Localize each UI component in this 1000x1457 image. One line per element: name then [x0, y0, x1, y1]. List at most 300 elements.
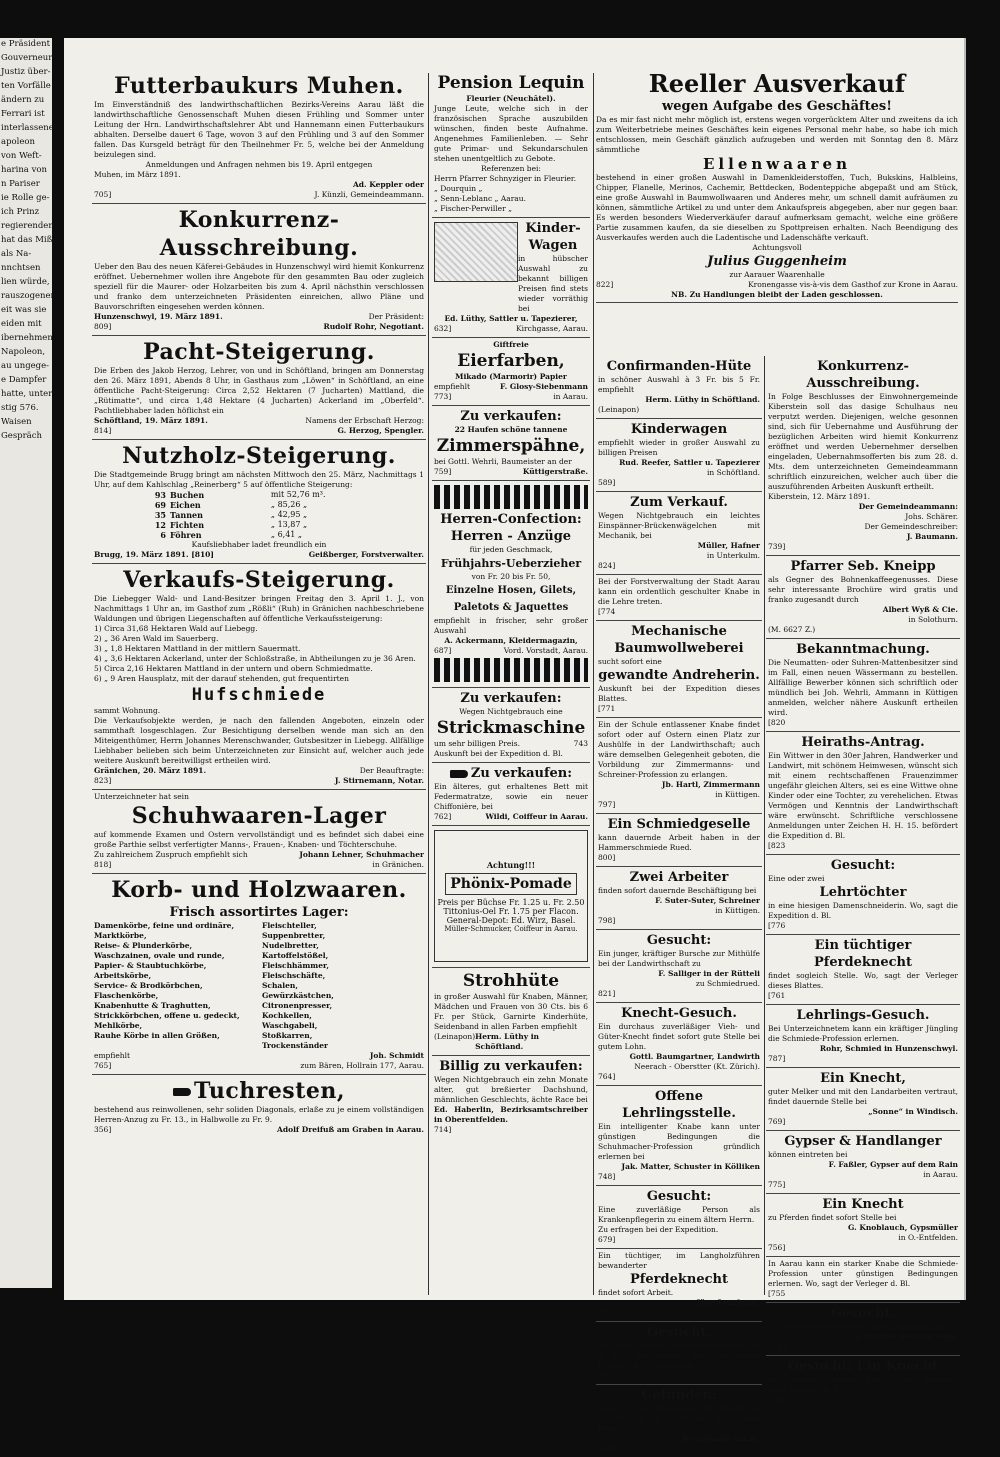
- ad-text: Unterzeichneter hat sein: [94, 792, 189, 801]
- ad-signature: Ed. Lüthy, Sattler u. Tapezierer,: [444, 314, 578, 323]
- ad-col3-a10: [596, 1003, 762, 1086]
- ad-title: Ein tüchtiger Pferdeknecht: [814, 938, 912, 970]
- ad-title: Zu verkaufen:: [470, 766, 573, 781]
- ad-ref: 823]: [94, 776, 112, 785]
- ad-text: findet sofort Arbeit.: [598, 1288, 674, 1297]
- product-list-right: [262, 921, 424, 1051]
- ad-signature: in Gränichen.: [372, 860, 424, 869]
- ad-ref: [685: [598, 1371, 616, 1380]
- ad-text: finden sofort dauernde Beschäftigung bei: [598, 886, 757, 895]
- ad-title: Lehrlings-Gesuch.: [796, 1008, 930, 1023]
- ad-signature: Vord. Vorstadt, Aarau.: [503, 646, 588, 655]
- ad-signature: Herm. Lüthy in Schöftland.: [645, 395, 760, 404]
- product-item: Papier- & Staubtuchkörbe,: [94, 961, 207, 970]
- ad-ref: 775]: [768, 1180, 786, 1189]
- ad-date: Muhen, im März 1891.: [94, 170, 181, 179]
- fragment-line: n Pariser: [1, 179, 40, 189]
- ad-ref: 748]: [598, 1172, 616, 1181]
- ad-signature: J. Künzli, Gemeindeammann.: [314, 190, 424, 199]
- product-item: Suppenbretter,: [262, 931, 326, 940]
- ad-ref: 824]: [598, 561, 616, 570]
- ad-signature: Joh. Schmidt: [369, 1051, 424, 1060]
- ad-title: Ein Schmiedgeselle: [607, 817, 751, 832]
- ad-signature: Johann Lehner, Schuhmacher: [299, 850, 424, 859]
- ad-title: Tuchresten,: [193, 1078, 346, 1104]
- ad-title: Reeller Ausverkauf: [648, 69, 906, 98]
- ad-col4-a12: [766, 1303, 960, 1356]
- ad-subtitle: wegen Aufgabe des Geschäftes!: [662, 99, 892, 114]
- fragment-line: als Na-: [1, 249, 32, 259]
- ad-signature: Namens der Erbschaft Herzog:: [305, 416, 424, 425]
- ad-col4-a1: [766, 356, 960, 556]
- ad-title: Zwei Arbeiter: [629, 870, 729, 885]
- list-item: „ Senn-Leblanc „ Aarau.: [434, 194, 526, 203]
- ad-col3-a8: [596, 867, 762, 930]
- ad-ref: (Leinapon): [598, 405, 640, 414]
- ad-pension-lequin: [432, 70, 590, 218]
- ad-title: Knecht-Gesuch.: [621, 1006, 737, 1021]
- ad-ref: 772]: [598, 1308, 616, 1317]
- baby-carriage-illustration: [434, 222, 518, 282]
- ad-schuhwaaren: [92, 790, 426, 874]
- product-item: Damenkörbe, feine und ordinäre,: [94, 921, 235, 930]
- ad-text: In Aarau kann ein starker Knabe die Schmiede-Profession unter günstigen Bedingungen erlernen. Wo, sagt der Verleger d. Bl.: [768, 1259, 958, 1288]
- product-item: Reise- & Plunderkörbe,: [94, 941, 193, 950]
- product-item: Flaschenkörbe,: [94, 991, 159, 1000]
- ad-side-text: Müller-Schmucker, Coiffeur in Aarau.: [444, 924, 578, 933]
- ad-col3-a2: [596, 419, 762, 492]
- ad-ref: [771: [598, 704, 616, 713]
- ad-signature: in Aarau.: [553, 392, 588, 401]
- ad-verkaufs-steigerung: [92, 564, 426, 790]
- list-item: 6) „ 9 Aren Hausplatz, mit der darauf stehenden, gut frequentirten: [94, 674, 349, 683]
- ad-text: guter Melker und mit den Landarbeiten vertraut, findet dauernde Stelle bei: [768, 1087, 958, 1106]
- ad-text: Ein junger, kräftiger Bursche zur Mithülfe bei der Landwirthschaft zu: [598, 949, 760, 968]
- ad-title: Pacht-Steigerung.: [143, 339, 375, 365]
- ad-ref: [761: [768, 991, 786, 1000]
- ad-text: zu Pferden findet sofort Stelle bei: [768, 1213, 897, 1222]
- ad-signature: in O.-Entfelden.: [898, 1233, 958, 1242]
- fragment-line: e Präsident: [1, 39, 51, 49]
- ad-ref: [745: [768, 1395, 786, 1404]
- fragment-line: eit was sie: [1, 305, 47, 315]
- fragment-line: lien würde,: [1, 277, 50, 287]
- ad-text: empfiehlt: [434, 382, 471, 391]
- fragment-line: stig 576.: [1, 403, 39, 413]
- ad-text: Junge Leute, welche sich in der französischen Sprache auszubilden wünschen, finden beste Aufnahme. Angenehmes Familienleben. — Sehr gute Primar- und Sekundarschulen stehen unentgeltlich zu Gebote.: [434, 104, 588, 163]
- ad-title: Zu verkaufen:: [460, 691, 562, 706]
- ad-pacht-steigerung: [92, 336, 426, 440]
- fragment-line: harina von: [1, 165, 47, 175]
- ad-text: bestehend in einer großen Auswahl in Damenkleiderstoffen, Tuch, Bukskins, Halbleins, Chipper, Flanelle, Merinos, Cachemir, Bettdecken, Bodenteppiche abgepaßt und am Stück, eine große Auswahl in Baumwollwaaren und Anderes mehr, um schnell damit aufräumen zu können, sämmtliche Artikel zu und unter dem Ankaufspreis abgegeben, aber nur gegen baar. Es werden besonders Wiederverkäufer darauf aufmerksam gemacht, welche eine größere Partie zusammen kaufen, da sie dieselben zu Spottpreisen erhalten. Nach Beendigung des Ausverkaufes werden auch die Ladentische und Ladenschäfte verkauft.: [596, 173, 958, 242]
- ad-text: Ein der Schule entlassener Knabe findet sofort oder auf Ostern einen Platz zur Aushülfe in der Landwirthschaft; auch wäre demselben Gelegenheit geboten, die Vorbildung zur Zimmermanns- und Schreiner-Profession zu erlangen.: [598, 720, 760, 779]
- ad-ref: 800]: [598, 853, 616, 862]
- ad-signature: Julius Guggenheim: [707, 254, 847, 269]
- product-list-left: [94, 921, 256, 1051]
- ad-title: Gesucht.: [646, 1325, 712, 1340]
- ad-signature: Rudolf Rohr, Negotiant.: [323, 322, 424, 331]
- ad-col3-a11: [596, 1086, 762, 1186]
- pomade-illustration: [434, 830, 588, 962]
- ad-ref: 632]: [434, 324, 452, 333]
- fragment-line: ibernehmen,: [1, 333, 56, 343]
- fragment-line: ie Rolle ge-: [1, 193, 50, 203]
- ad-title: Bekanntmachung.: [796, 642, 930, 657]
- product-item: Marktkörbe,: [94, 931, 147, 940]
- ad-ref: 809]: [94, 322, 112, 331]
- ad-title: Phönix-Pomade: [445, 873, 577, 895]
- ad-phoenix-pomade: [432, 826, 590, 968]
- ad-text: Bei der Forstverwaltung der Stadt Aarau kann ein ordentlich geschulter Knabe in die Lehre treten.: [598, 577, 760, 606]
- list-item: 4) „ 3,6 Hektaren Ackerland, unter der Schloßstraße, in Abtheilungen zu je 36 Aren.: [94, 654, 416, 663]
- ad-signature: Jb. Hartl, Zimmermann: [661, 780, 760, 789]
- ad-bett: [432, 763, 590, 826]
- product-item: Kochkellen,: [262, 1011, 312, 1020]
- ad-ref: [823: [768, 841, 786, 850]
- ad-title: Konkurrenz-Ausschreibung.: [159, 207, 359, 261]
- column-1: [92, 70, 426, 1300]
- ad-col3-a5: [596, 621, 762, 718]
- fragment-line: Justiz über-: [1, 67, 51, 77]
- ad-signature: J. Walther-Dubs in Suhr.: [856, 1332, 958, 1341]
- ad-title: Gefunden:: [641, 1388, 717, 1403]
- ad-text: empfiehlt wieder in großer Auswahl zu billigen Preisen: [598, 438, 760, 457]
- ad-title: Kinderwagen: [630, 422, 728, 437]
- ad-title: Zu verkaufen:: [460, 409, 562, 424]
- ad-text: Kronengasse vis-à-vis dem Gasthof zur Krone in Aarau.: [748, 280, 958, 289]
- ad-ref: 769]: [768, 1117, 786, 1126]
- ad-col4-a13: [766, 1356, 960, 1408]
- fragment-line: hatte, unter-: [1, 389, 56, 399]
- ad-col4-a8: [766, 1068, 960, 1131]
- ad-text: Eine Cylinder-Remontoir-Uhr. Ansprüche darauf sind bis Ende dies anzumelden beim: [598, 1404, 760, 1433]
- ad-dachshund: [432, 1056, 590, 1138]
- product-item: Gewürzkästchen,: [262, 991, 334, 1000]
- ad-text: Die Verkaufsobjekte werden, je nach den fallenden Angeboten, einzeln oder sammthaft losgeschlagen. Zur Besichtigung derselben wende man sich an den Miteigenthümer, Herrn Johannes Merenschwander, Gutsbesitzer in Liebegg. Allfällige Liebhaber belieben sich beim Unterzeichneten zur Einsicht auf, welcher auch jede weitere Auskunft bereitwilligst ertheilen wird.: [94, 716, 424, 765]
- ad-ref: (M. 6627 Z.): [768, 625, 816, 634]
- ad-ref: [820: [768, 718, 786, 727]
- list-item: Herrn Pfarrer Schnyziger in Fleurier.: [434, 174, 577, 183]
- ad-strohhuete: [432, 968, 590, 1056]
- ad-signature: zu Schmiedrued.: [695, 979, 760, 988]
- ad-futterbaukurs: [92, 70, 426, 204]
- ad-eierfarben: [432, 338, 590, 406]
- ad-text: Ein tüchtiger, im Langholzführen bewanderter: [598, 1251, 760, 1270]
- pointing-hand-icon: [450, 770, 468, 778]
- ad-ref: 687]: [434, 646, 452, 655]
- ad-signature: Der Gemeindeschreiber:: [864, 522, 958, 531]
- ad-title: Zum Verkauf.: [630, 495, 728, 510]
- timber-table: 93 Buchen mit 52,76 m³. 69 Eichen „ 85,26 „ 35 Tannen „ 42,95 „ 12 Fichten „ 13,87 „ 6 Föhren „ 6,41 „: [154, 490, 326, 540]
- ad-col4-a2: [766, 556, 960, 639]
- ad-text: in schöner Auswahl à 3 Fr. bis 5 Fr. empfiehlt: [598, 375, 760, 394]
- ad-title: Gesucht:: [646, 1189, 712, 1204]
- ad-ref: 756]: [768, 1243, 786, 1252]
- ad-signature: J. Stirnemann, Notar.: [334, 776, 424, 785]
- ad-tuchresten: [92, 1075, 426, 1138]
- product-item: Citronenpresser,: [262, 1001, 333, 1010]
- ad-signature: Müller, Hafner: [697, 541, 760, 550]
- ad-text: Referenzen bei:: [481, 164, 541, 173]
- ad-headline: Hufschmiede: [191, 685, 327, 705]
- ad-subtitle: Frühjahrs-Ueberzieher: [440, 557, 582, 570]
- ad-text: zu 2 Pferden u. Rindvieh. Eintritt sofort. Auskunft beim Verleger d. Bl.: [768, 1375, 958, 1394]
- ad-title: Pferdeknecht: [630, 1272, 728, 1287]
- ad-headline: Strickmaschine: [436, 718, 586, 738]
- ad-text: NB. Zu Handlungen bleibt der Laden geschlossen.: [671, 290, 883, 299]
- ad-signature: Wildi, Coiffeur in Aarau.: [485, 812, 588, 821]
- ad-text: Ein tüchtiger Melker kann sofort eintreten bei: [768, 1322, 945, 1331]
- column-4: [766, 356, 960, 1404]
- ad-signature: Herm. Lüthy in Schöftland.: [475, 1032, 540, 1051]
- ad-date: Kiberstein, 12. März 1891.: [768, 492, 870, 501]
- ad-text: Ein intelligenter Knabe kann unter günstigen Bedingungen die Schuhmacher-Profession gründlich erlernen bei: [598, 1122, 760, 1161]
- ad-text: Da es mir fast nicht mehr möglich ist, erstens wegen vorgerücktem Alter und zweitens da ich zum Weiterbetriebe meines Geschäftes kein eigenes Personal mehr habe, so habe ich mich entschlossen, mein Geschäft gänzlich aufzugeben und werden mit Sonntag den 8. März sämmtliche: [596, 115, 958, 154]
- fragment-line: ten Vorfälle: [1, 81, 51, 91]
- ad-title: Heiraths-Antrag.: [801, 735, 925, 750]
- column-rule: [593, 73, 594, 1295]
- product-item: Trockenständer: [262, 1041, 328, 1050]
- ad-headline: Ellenwaaren: [703, 155, 851, 173]
- ad-date: Hunzenschwyl, 19. März 1891.: [94, 312, 223, 321]
- fragment-line: regierenden: [1, 221, 54, 231]
- ad-signature: F. Glosy-Siebenmann: [500, 382, 588, 391]
- ad-text: in hübscher Auswahl zu bekannt billigen Preisen find stets wieder vorräthig bei: [518, 254, 588, 313]
- ad-title: Verkaufs-Steigerung.: [123, 567, 395, 593]
- ad-signature: Jak. Matter, Schuster in Kölliken: [621, 1162, 760, 1171]
- column-3: [596, 356, 762, 1453]
- ad-signature: Gottl. Baumgartner, Landwirth: [629, 1052, 760, 1061]
- ad-title: Konkurrenz-Ausschreibung.: [806, 359, 920, 391]
- ad-title: Korb- und Holzwaaren.: [111, 877, 407, 903]
- ad-signature: F. Suter-Suter, Schreiner: [655, 896, 760, 905]
- ad-signature: Albert Wyß & Cie.: [882, 605, 958, 614]
- ad-date: Brugg, 19. März 1891. [810]: [94, 550, 214, 559]
- fragment-line: interlassenen: [1, 123, 60, 133]
- decorative-border: [434, 485, 588, 509]
- ad-headline: Achtung!!!: [486, 859, 536, 870]
- ad-subtitle: Herren - Anzüge: [450, 529, 572, 544]
- ad-ref: (Leinapon): [434, 1032, 476, 1041]
- ad-ref: 818]: [94, 860, 112, 869]
- ad-text: bei Gottl. Wehrli, Baumeister an der: [434, 457, 572, 466]
- ad-col4-a7: [766, 1005, 960, 1068]
- ad-signature: Bezirksamt Aarau.: [681, 1434, 760, 1443]
- ad-signature: in Solothurn.: [908, 615, 958, 624]
- ad-text: In Folge Beschlusses der Einwohnergemeinde Kiberstein soll das dasige Schulhaus neu verputzt werden. Diejenigen, welche gesonnen sind, sich für Uebernahme und Ausführung der bezüglichen Arbeiten wird hiemit Konkurrenz eröffnet und werden Uebernehmer derselben eingeladen, Uebernahmsofferten bis zum 28. d. Mts. dem unterzeichneten Gemeindeammann schriftlich einzureichen, welcher auch über die auszuführenden Arbeiten Auskunft ertheilt.: [768, 392, 958, 491]
- ad-col3-a14: [596, 1322, 762, 1385]
- list-item: 2) „ 36 Aren Wald im Sauerberg.: [94, 634, 219, 643]
- ad-text: Tittonius-Oel Fr. 1.75 per Flacon.: [443, 906, 579, 916]
- product-item: Knabenhutte & Traghutten,: [94, 1001, 211, 1010]
- ad-signature: Kirchgasse, Aarau.: [516, 324, 588, 333]
- ad-text: General-Depot: Ed. Wirz, Basel.: [446, 915, 576, 925]
- ad-signature: in Unterkulm.: [706, 551, 760, 560]
- ad-title: Ein Knecht: [822, 1197, 904, 1212]
- product-item: Fleischhämmer,: [262, 961, 330, 970]
- ad-ref: 787]: [768, 1054, 786, 1063]
- ad-col4-a5: [766, 855, 960, 935]
- ad-signature: F. Faßler, Gypser auf dem Rain: [828, 1160, 958, 1169]
- ad-col4-a11: [766, 1257, 960, 1303]
- ad-text: Kaufsliebhaber ladet freundlich ein: [191, 540, 327, 549]
- ad-ref: 740]: [598, 1444, 616, 1453]
- ad-title: Herren-Confection:: [440, 512, 582, 527]
- adjacent-page-fragment: [0, 38, 60, 1288]
- ad-korbwaaren: [92, 874, 426, 1075]
- ad-subtitle: Frisch assortirtes Lager:: [169, 905, 349, 920]
- product-item: Strickkörbchen, offene u. gedeckt,: [94, 1011, 240, 1020]
- ad-ref: [776: [768, 921, 786, 930]
- fragment-line: au ungege-: [1, 361, 50, 371]
- column-rule: [428, 73, 429, 1295]
- ad-title: Pfarrer Seb. Kneipp: [790, 559, 936, 574]
- ad-col3-a12: [596, 1186, 762, 1249]
- ad-ref: 814]: [94, 426, 112, 435]
- ad-title: Strohhüte: [462, 971, 560, 991]
- product-item: Fleischschäfte,: [262, 971, 326, 980]
- fragment-line: ändern zu: [1, 95, 45, 105]
- ad-text: Wegen Nichtgebrauch eine: [459, 707, 563, 716]
- ad-text: Mikado (Marmorir) Papier: [455, 372, 567, 381]
- ad-signature: „Sonne“ in Windisch.: [868, 1107, 958, 1116]
- ad-reeller-ausverkauf: [596, 70, 958, 303]
- ad-text: Preis per Büchse Fr. 1.25 u. Fr. 2.50: [437, 897, 585, 907]
- ad-text: Eine oder zwei: [768, 874, 825, 883]
- ad-text: auf kommende Examen und Ostern vervollständigt und es befindet sich dabei eine große Parthie selbst verfertigter Manns-, Frauen-, Knaben- und Töchterschuhe.: [94, 830, 424, 849]
- ad-text: findet sogleich Stelle. Wo, sagt der Verleger dieses Blattes.: [768, 971, 958, 990]
- ad-signature: zur Aarauer Waarenhalle: [729, 270, 825, 279]
- ad-ref: 798]: [598, 916, 616, 925]
- column-2: [432, 70, 590, 1300]
- product-item: Fleischteller,: [262, 921, 317, 930]
- ad-text: Zu zahlreichem Zuspruch empfiehlt sich: [94, 850, 248, 859]
- ad-signature: G. Knoblauch, Gypsmüller: [847, 1223, 958, 1232]
- ad-text: für jeden Geschmack,: [469, 545, 553, 554]
- ad-title: Gypser & Handlanger: [784, 1134, 942, 1149]
- ad-title: Gesucht: Ein Knecht: [787, 1359, 939, 1374]
- ad-signature: Neerach - Oberstter (Kt. Zürich).: [634, 1062, 760, 1071]
- ad-signature: Jäge Lenzburg.: [696, 1298, 760, 1307]
- ad-text: Die Neumatten- oder Suhren-Mattenbesitzer sind im Fall, einen neuen Wässermann zu bestellen. Allfällige Bewerber können sich schriftlich oder mündlich bei Joh. Wehrli, Ammann in Küttigen anmelden, welcher nähere Auskunft ertheilen wird.: [768, 658, 958, 717]
- ad-ref: 759]: [434, 467, 452, 476]
- ad-signature: G. Herzog, Spengler.: [337, 426, 424, 435]
- fragment-line: Gespräch: [1, 431, 42, 441]
- ad-text: Zu erfragen bei der Expedition.: [598, 1225, 719, 1234]
- product-item: Arbeitskörbe,: [94, 971, 152, 980]
- fragment-line: eiden mit: [1, 319, 42, 329]
- ad-ref: 743: [573, 739, 588, 748]
- fragment-line: Napoleon,: [1, 347, 46, 357]
- ad-ref: 773]: [434, 392, 452, 401]
- ad-ref: 822]: [596, 280, 614, 289]
- ad-title: Mechanische Baumwollweberei: [614, 624, 744, 656]
- ad-signature: Rud. Reefer, Sattler u. Tapezierer: [619, 458, 760, 467]
- ad-col3-a4: [596, 575, 762, 621]
- ad-text: Ueber den Bau des neuen Käferei-Gebäudes in Hunzenschwyl wird hiemit Konkurrenz eröffnet. Uebernehmer wollen ihre Angebote für den gesammten Bau oder zugleich speziell für die Maurer- oder Holzarbeiten bis zum 4. April nächsthin verschlossen und franko dem unterzeichneten Präsidenten einreichen, allwo Pläne und Bauvorschriften eingesehen werden können.: [94, 262, 424, 311]
- product-item: Nudelbretter,: [262, 941, 319, 950]
- ad-title: Gesucht.: [830, 1306, 896, 1321]
- ad-signature: zum Bären, Hollrain 177, Aarau.: [300, 1061, 424, 1070]
- ad-konkurrenz: [92, 204, 426, 336]
- ad-headline: Lehrtöchter: [819, 885, 907, 900]
- ad-ref: 705]: [94, 190, 112, 199]
- ad-signature: Der Präsident:: [368, 312, 424, 321]
- pointing-hand-icon: [173, 1088, 191, 1096]
- ad-text: Ein älteres, gut erhaltenes Bett mit Federmatratze, sowie ein neuer Chiffonière, bei: [434, 782, 588, 811]
- ad-ref: 714]: [434, 1125, 452, 1134]
- fragment-line: hat das Miß-: [1, 235, 56, 245]
- ad-title: Gesucht:: [830, 858, 896, 873]
- ad-title: Billig zu verkaufen:: [439, 1059, 583, 1074]
- ad-col3-a15: [596, 1385, 762, 1457]
- list-item: 5) Circa 2,16 Hektaren Mattland in der untern und obern Schmiedmatte.: [94, 664, 373, 673]
- ad-col3-a1: [596, 356, 762, 419]
- newspaper-page: [64, 38, 966, 1453]
- ad-signature: in Küttigen.: [715, 906, 760, 915]
- ad-text: Ein guter, solider Kundenmüller findet auf 1. April gut bezahlte Stelle bei Albert Brunner in Schmiedrued.: [598, 1341, 760, 1370]
- product-item: Stoßkarren,: [262, 1031, 313, 1040]
- ad-text: Bei Unterzeichnetem kann ein kräftiger Jüngling die Schmiede-Profession erlernen.: [768, 1024, 958, 1043]
- fragment-line: e Dampfer: [1, 375, 47, 385]
- ad-nutzholz: [92, 440, 426, 564]
- ad-text: in eine hiesigen Damenschneiderin. Wo, sagt die Expedition d. Bl.: [768, 901, 958, 920]
- fragment-line: von Weft-: [1, 151, 42, 161]
- ad-title: Eierfarben,: [457, 351, 565, 371]
- fragment-line: ich Prinz: [1, 207, 40, 217]
- product-item: Rauhe Körbe in allen Größen,: [94, 1031, 220, 1040]
- ad-text: Die Erben des Jakob Herzog, Lehrer, von und in Schöftland, bringen am Donnerstag den 26. März 1891, Abends 8 Uhr, in Gasthaus zum „Löwen“ in Schöftland, an eine öffentliche Pacht-Steigerung: Circa 2,52 Hektaren (7 Jucharten) Mattland, die „Rütimatte“, und circa 1,48 Hektare (4 Jucharten) Ackerland im „Oberfeld“. Pachtliebhaber laden höflichst ein: [94, 366, 424, 415]
- ad-col3-a6: [596, 718, 762, 814]
- product-item: Kartoffelstößel,: [262, 951, 329, 960]
- ad-title: Confirmanden-Hüte: [606, 359, 752, 374]
- ad-text: Giftfreie: [493, 340, 529, 349]
- ad-herren-confection: [432, 481, 590, 688]
- ad-text: Die Stadtgemeinde Brugg bringt am nächsten Mittwoch den 25. März, Nachmittags 1 Uhr, auf dem Kahlschlag „Reinerberg“ 5 auf öffentliche Steigerung:: [94, 470, 424, 489]
- fragment-line: apoleon: [1, 137, 35, 147]
- ad-text: können eintreten bei: [768, 1150, 848, 1159]
- ad-signature: Ad. Keppler oder: [352, 180, 424, 189]
- ad-text: Eine zuverläßige Person als Krankenpflegerin zu einem ältern Herrn.: [598, 1205, 760, 1224]
- ad-text: empfiehlt in frischer, sehr großer Auswahl: [434, 616, 588, 635]
- ad-text: in großer Auswahl für Knaben, Männer, Mädchen und Frauen von 30 Cts. bis 6 Fr. per Stück, Garnirte Kinderhüte, Seidenband in allen Farben empfiehlt: [434, 992, 588, 1031]
- ad-ref: 762]: [434, 812, 452, 821]
- ad-title: Offene Lehrlingsstelle.: [622, 1089, 736, 1121]
- ad-ref: 704]: [768, 1342, 786, 1351]
- ad-signature: Adolf Dreifuß am Graben in Aarau.: [277, 1125, 424, 1134]
- column-rule: [764, 356, 765, 1295]
- ad-signature: Rohr, Schmied in Hunzenschwyl.: [819, 1044, 958, 1053]
- ad-text: sucht sofort eine: [598, 657, 662, 666]
- ad-title: Futterbaukurs Muhen.: [114, 73, 404, 99]
- ad-signature: A. Ackermann, Kleidermagazin,: [444, 636, 578, 645]
- fragment-line: nnchtsen: [1, 263, 41, 273]
- ad-text: kann dauernde Arbeit haben in der Hammerschmiede Rued.: [598, 833, 760, 852]
- product-item: Waschzainen, ovale und runde,: [94, 951, 225, 960]
- ad-title: Pension Lequin: [437, 73, 585, 93]
- ad-signature: J. Baumann.: [906, 532, 958, 541]
- product-item: Service- & Brodkörbchen,: [94, 981, 203, 990]
- ad-ref: 356]: [94, 1125, 112, 1134]
- ad-text: bestehend aus reinwollenen, sehr soliden Diagonals, erlaße zu je einem vollständigen Herren-Anzug zu Fr. 13., in Halbwolle zu Fr. 9.: [94, 1105, 424, 1124]
- ad-signature: Der Beauftragte:: [359, 766, 424, 775]
- fragment-line: Waisen: [1, 417, 32, 427]
- ad-col4-a4: [766, 732, 960, 855]
- ad-text: Auskunft bei der Expedition d. Bl.: [434, 749, 563, 758]
- ad-signature: Johs. Schärer.: [905, 512, 958, 521]
- ad-col3-a13: [596, 1249, 762, 1322]
- ad-text: Ein Wittwer in den 30er Jahren, Handwerker und Landwirt, mit schönem Heimwesen, wünscht sich mit einem rechtschaffenen Frauenzimmer ungefähr gleichen Alters, sei es eine Wittwe ohne Kinder oder eine Tochter, zu verehelichen. Etwas Vermögen und Kenntnis der Landwirthschaft wäre erwünscht. Schriftliche verschlossene Anmeldungen unter Zeichen H. H. 15. befördert die Expedition d. Bl.: [768, 751, 958, 840]
